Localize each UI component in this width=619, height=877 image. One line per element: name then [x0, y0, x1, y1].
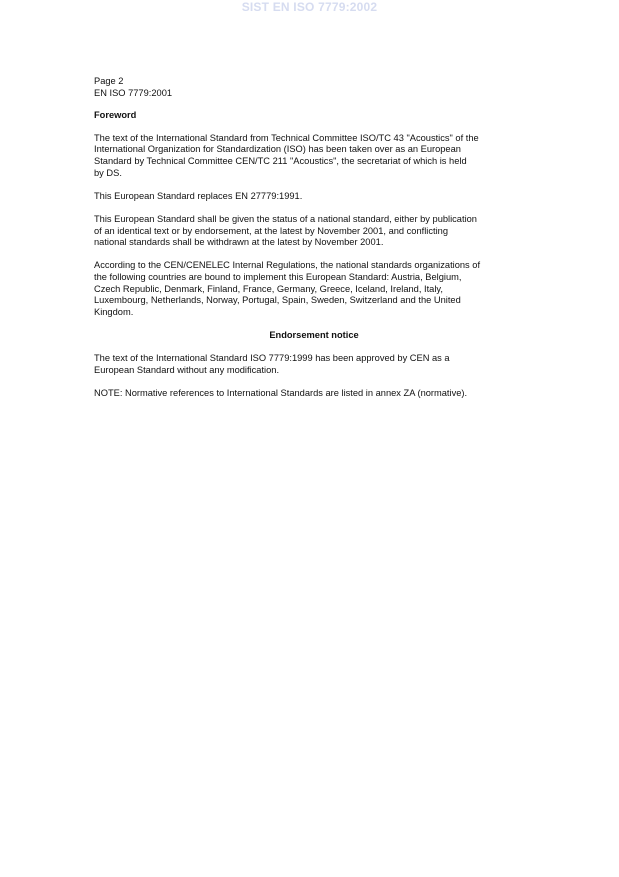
- text-line: European Standard without any modification.: [94, 364, 280, 375]
- endorsement-paragraph-1: [94, 353, 534, 376]
- endorsement-heading: Endorsement notice: [269, 329, 359, 340]
- text-line: International Organization for Standardization (ISO) has been taken over as an European: [94, 144, 461, 155]
- foreword-paragraph-2: [94, 191, 534, 203]
- text-line: Czech Republic, Denmark, Finland, France, Germany, Greece, Iceland, Ireland, Italy,: [94, 283, 443, 294]
- watermark: SIST EN ISO 7779:2002: [241, 0, 378, 14]
- text-line: This European Standard shall be given the status of a national standard, either by publication: [94, 213, 477, 224]
- document-id: EN ISO 7779:2001: [94, 87, 173, 98]
- text-line: NOTE: Normative references to International Standards are listed in annex ZA (normative).: [94, 387, 468, 398]
- foreword-paragraph-3: [94, 214, 534, 249]
- document-page: [94, 76, 534, 411]
- text-line: national standards shall be withdrawn at the latest by November 2001.: [94, 237, 384, 248]
- text-line: Kingdom.: [94, 306, 134, 317]
- page-number: Page 2: [94, 76, 124, 86]
- text-line: Standard by Technical Committee CEN/TC 211 "Acoustics", the secretariat of which is held: [94, 155, 467, 166]
- text-line: by DS.: [94, 167, 122, 178]
- text-line: The text of the International Standard from Technical Committee ISO/TC 43 "Acoustics" of the: [94, 132, 479, 143]
- foreword-heading: Foreword: [94, 110, 137, 121]
- page-header: [94, 76, 534, 99]
- endorsement-note: [94, 388, 534, 400]
- foreword-paragraph-1: [94, 133, 534, 179]
- text-line: Luxembourg, Netherlands, Norway, Portugal, Spain, Sweden, Switzerland and the United: [94, 295, 461, 306]
- text-line: The text of the International Standard ISO 7779:1999 has been approved by CEN as a: [94, 353, 450, 364]
- text-line: According to the CEN/CENELEC Internal Regulations, the national standards organizations of: [94, 260, 481, 271]
- text-line: This European Standard replaces EN 27779:1991.: [94, 190, 303, 201]
- foreword-paragraph-4: [94, 260, 534, 318]
- text-line: of an identical text or by endorsement, at the latest by November 2001, and conflicting: [94, 225, 449, 236]
- text-line: the following countries are bound to implement this European Standard: Austria, Belgium,: [94, 271, 462, 282]
